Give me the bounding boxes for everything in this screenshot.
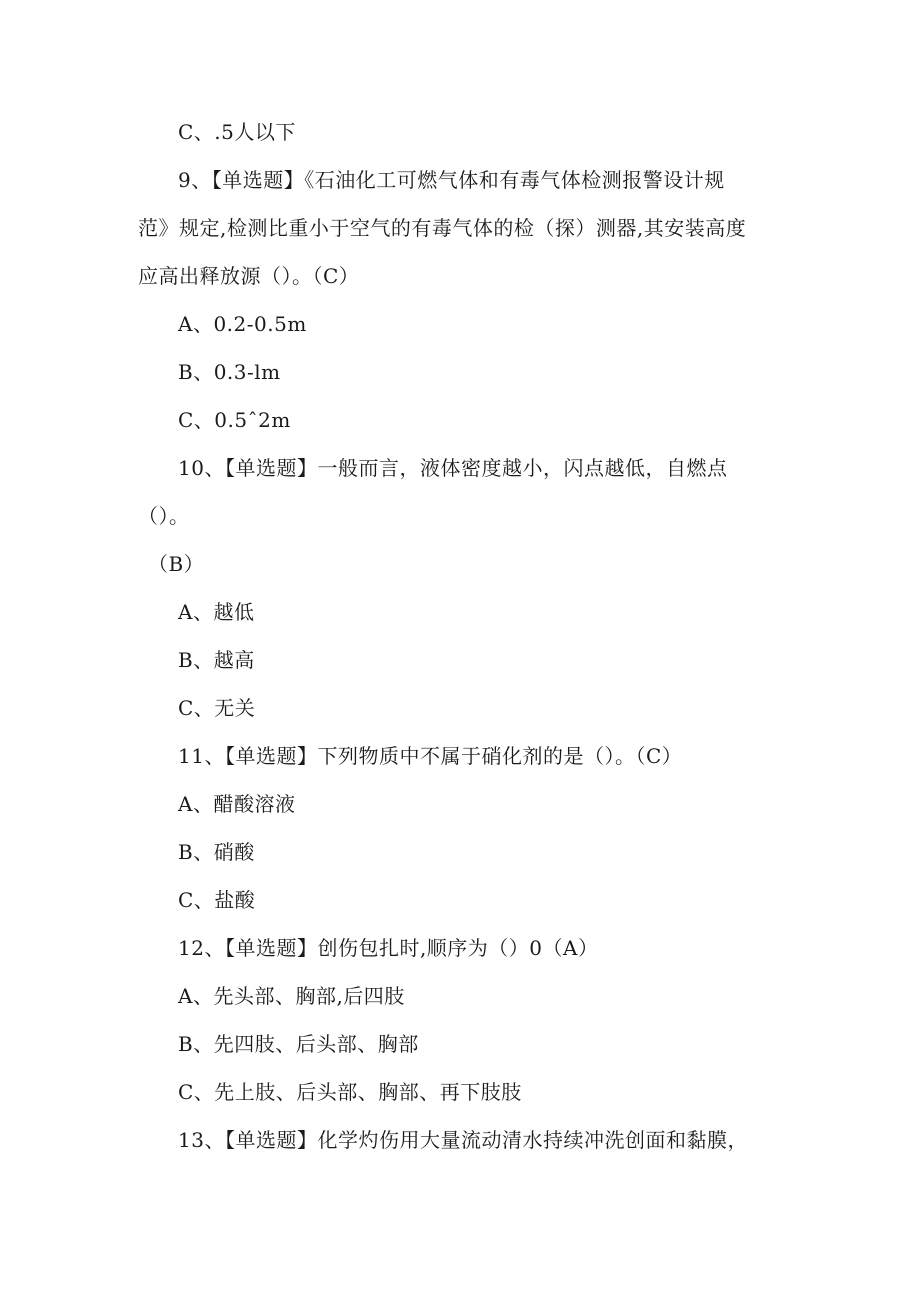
option-b-q10: B、越高: [178, 648, 255, 672]
question-13-line-1: 13、【单选题】化学灼伤用大量流动清水持续冲洗创面和黏膜，: [178, 1128, 748, 1152]
question-10-line-1: 10、【单选题】一般而言，液体密度越小，闪点越低，自燃点: [178, 456, 728, 480]
question-9-line-2: 范》规定,检测比重小于空气的有毒气体的检（探）测器,其安装高度: [138, 216, 747, 240]
option-c-q10: C、无关: [178, 696, 256, 720]
question-12: 12、【单选题】创伤包扎时,顺序为（）0（A）: [178, 936, 599, 960]
option-a-q9: A、0.2-0.5m: [178, 312, 307, 336]
option-b-q9: B、0.3-lm: [178, 360, 281, 384]
question-11: 11、【单选题】下列物质中不属于硝化剂的是（）。（C）: [178, 744, 683, 768]
question-9-line-3: 应高出释放源（）。（C）: [138, 264, 360, 288]
option-c-q12: C、先上肢、后头部、胸部、再下肢肢: [178, 1080, 522, 1104]
option-a-q12: A、先头部、胸部,后四肢: [178, 984, 405, 1008]
option-b-q12: B、先四肢、后头部、胸部: [178, 1032, 419, 1056]
option-c-q8: C、.5人以下: [178, 120, 296, 144]
question-9-line-1: 9、【单选题】《石油化工可燃气体和有毒气体检测报警设计规: [178, 168, 725, 192]
option-a-q10: A、越低: [178, 600, 255, 624]
option-b-q11: B、硝酸: [178, 840, 255, 864]
question-10-answer: （B）: [148, 552, 205, 576]
option-c-q9: C、0.5ˆ2m: [178, 408, 291, 432]
option-a-q11: A、醋酸溶液: [178, 792, 296, 816]
option-c-q11: C、盐酸: [178, 888, 256, 912]
question-10-line-2: （）。: [138, 504, 190, 528]
